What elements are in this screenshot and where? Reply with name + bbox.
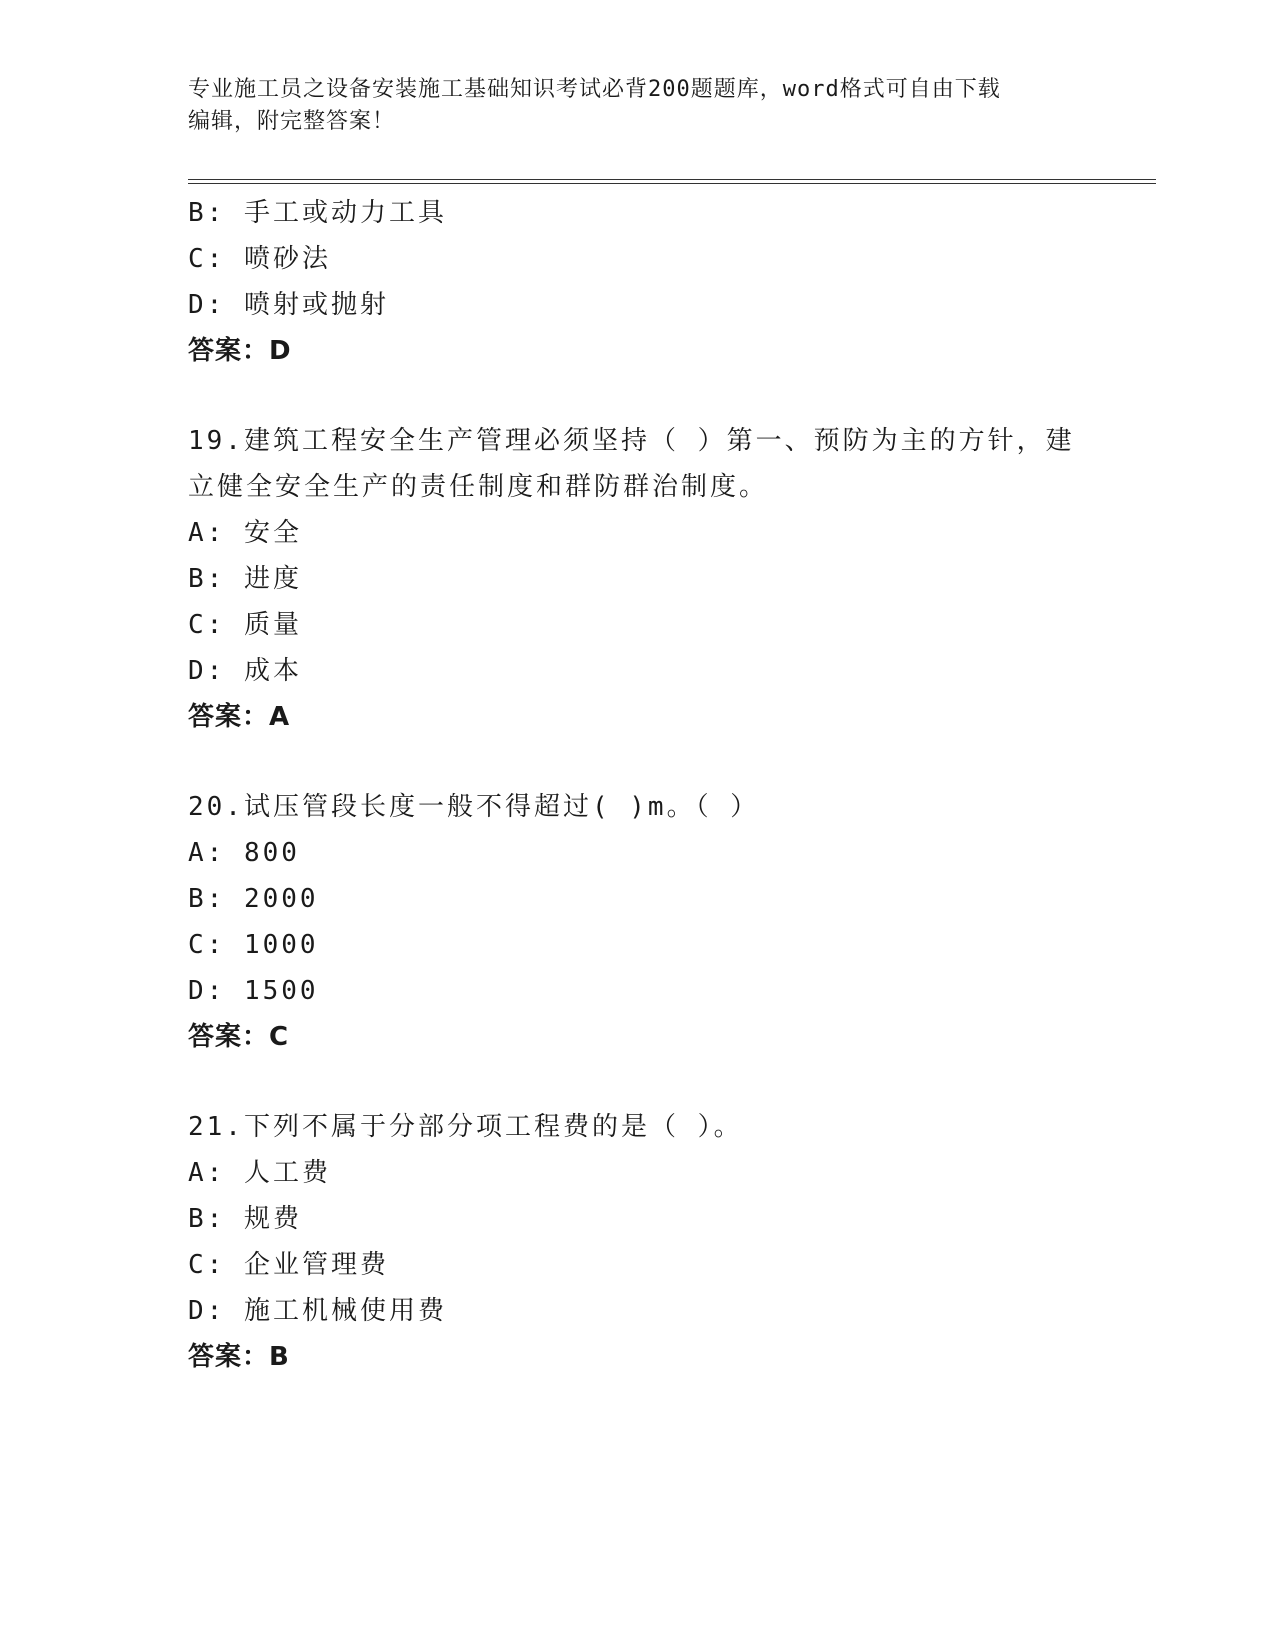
- option-a: A: 人工费: [188, 1158, 331, 1188]
- question-stem: 19.建筑工程安全生产管理必须坚持（ ）第一、预防为主的方针，建: [188, 426, 1075, 456]
- question-stem: 20.试压管段长度一般不得超过( )m。（ ）: [188, 792, 760, 822]
- option-d: D: 成本: [188, 656, 302, 686]
- header-title-line-2: 编辑，附完整答案！: [188, 109, 396, 134]
- answer: 答案：B: [188, 1342, 290, 1372]
- spacer: [188, 740, 1088, 784]
- option-b: B: 2000: [188, 884, 319, 914]
- question-stem: 21.下列不属于分部分项工程费的是（ ）。: [188, 1112, 743, 1142]
- option-d: D: 喷射或抛射: [188, 290, 389, 320]
- header-title-line-1: 专业施工员之设备安装施工基础知识考试必背200题题库，word格式可自由下载: [188, 77, 1001, 102]
- question-18-continued: [188, 190, 1088, 374]
- option-a: A: 800: [188, 838, 300, 868]
- option-b: B: 规费: [188, 1204, 302, 1234]
- question-20: [188, 784, 1088, 1060]
- header-rule-bottom: [188, 183, 1156, 184]
- question-21: [188, 1104, 1088, 1380]
- option-b: B: 进度: [188, 564, 302, 594]
- document-header: [188, 74, 1088, 138]
- question-19: [188, 418, 1088, 740]
- spacer: [188, 374, 1088, 418]
- option-a: A: 安全: [188, 518, 302, 548]
- option-b: B: 手工或动力工具: [188, 198, 447, 228]
- spacer: [188, 1060, 1088, 1104]
- answer: 答案：A: [188, 702, 291, 732]
- option-c: C: 喷砂法: [188, 244, 331, 274]
- option-c: C: 质量: [188, 610, 302, 640]
- question-content: [188, 190, 1088, 1380]
- option-c: C: 企业管理费: [188, 1250, 389, 1280]
- question-stem-continued: 立健全安全生产的责任制度和群防群治制度。: [188, 472, 769, 502]
- header-rule-top: [188, 179, 1156, 180]
- option-d: D: 施工机械使用费: [188, 1296, 447, 1326]
- option-c: C: 1000: [188, 930, 319, 960]
- option-d: D: 1500: [188, 976, 319, 1006]
- answer: 答案：D: [188, 336, 292, 366]
- answer: 答案：C: [188, 1022, 290, 1052]
